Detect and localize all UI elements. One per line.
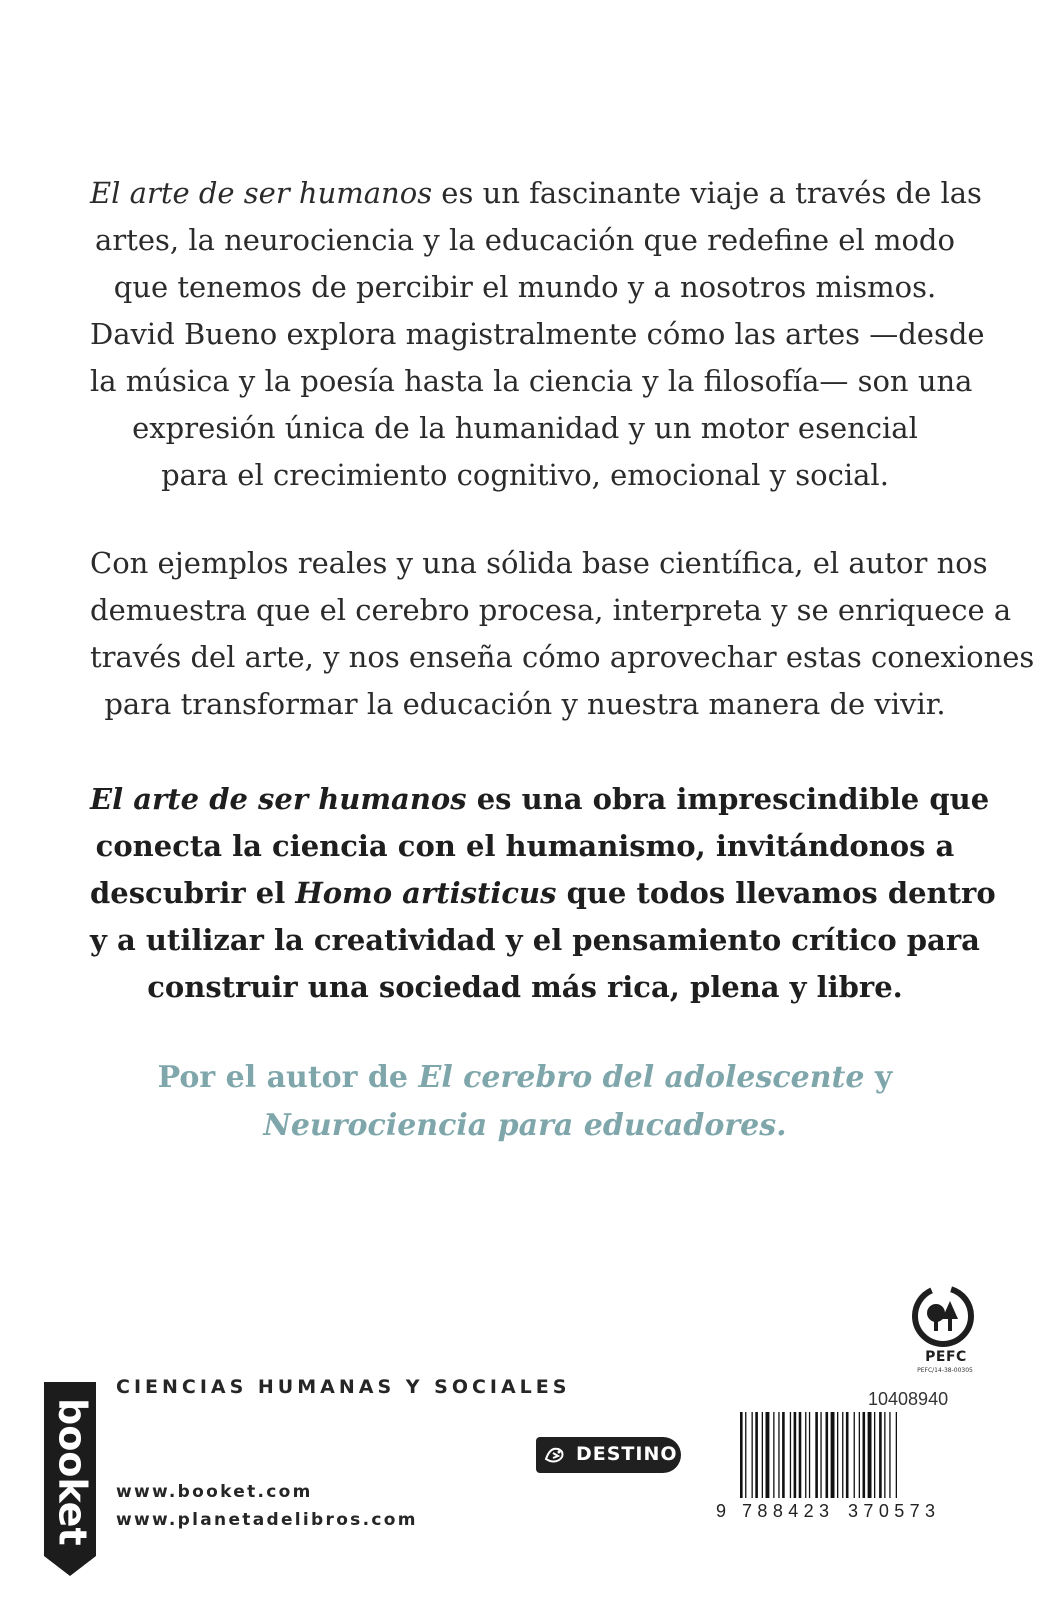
p1-line-7: para el crecimiento cognitivo, emocional y social.	[161, 458, 889, 492]
p2-line-3: través del arte, y nos enseña cómo aprovechar estas conexiones	[90, 640, 1035, 674]
barcode-bar	[809, 1412, 810, 1498]
barcode-bar	[755, 1412, 758, 1498]
destino-bird-icon	[544, 1443, 566, 1467]
author-credit	[90, 1054, 960, 1150]
description-paragraph-2	[90, 540, 1035, 728]
series-label: CIENCIAS HUMANAS Y SOCIALES	[116, 1376, 571, 1398]
previous-book-title-1: El cerebro del adolescente	[418, 1060, 865, 1095]
barcode-bar	[896, 1412, 897, 1498]
barcode-bar	[868, 1412, 872, 1498]
book-title-italic: El arte de ser humanos	[90, 176, 433, 210]
barcode-bar	[859, 1412, 860, 1498]
homo-artisticus-italic: Homo artisticus	[295, 876, 557, 910]
barcode-bar	[854, 1412, 855, 1498]
p1-line-4: David Bueno explora magistralmente cómo las artes —desde	[90, 317, 985, 351]
barcode-bar	[782, 1412, 785, 1498]
p3-line-2: conecta la ciencia con el humanismo, invitándonos a	[95, 829, 955, 863]
book-title-italic-bold: El arte de ser humanos	[90, 782, 467, 816]
p3-line-1	[90, 776, 990, 823]
pefc-tree-icon	[912, 1285, 974, 1347]
barcode-bar	[740, 1412, 743, 1498]
p3-line-5: construir una sociedad más rica, plena y libre.	[147, 970, 903, 1004]
highlight-paragraph	[90, 776, 996, 1011]
pefc-code: PEFC/14-38-00305	[917, 1367, 973, 1374]
barcode-bar	[820, 1412, 821, 1498]
barcode-bar	[842, 1412, 843, 1498]
barcode-bar	[874, 1412, 875, 1498]
booket-logo	[40, 1380, 100, 1580]
barcode-bar	[794, 1412, 797, 1498]
planeta-url: www.planetadelibros.com	[116, 1510, 418, 1530]
barcode-bar	[826, 1412, 829, 1498]
barcode-bar	[745, 1412, 746, 1498]
p4-line-1	[90, 1054, 960, 1102]
barcode-bar	[752, 1412, 753, 1498]
barcode-bar	[762, 1412, 763, 1498]
isbn-right-group: 370573	[848, 1501, 941, 1521]
barcode-bar	[846, 1412, 849, 1498]
p4-line-1-pre: Por el autor de	[157, 1060, 419, 1095]
p2-line-1: Con ejemplos reales y una sólida base científica, el autor nos	[90, 546, 988, 580]
p3-line-3-post: que todos llevamos dentro	[556, 876, 996, 910]
booket-url: www.booket.com	[116, 1482, 313, 1502]
previous-book-title-2: Neurociencia para educadores.	[263, 1108, 787, 1143]
barcode-bar	[766, 1412, 770, 1498]
isbn-first-digit: 9	[716, 1501, 727, 1521]
p4-line-2	[90, 1102, 960, 1150]
p1-line-3: que tenemos de percibir el mundo y a nosotros mismos.	[113, 270, 937, 304]
p2-line-2: demuestra que el cerebro procesa, interpreta y se enriquece a	[90, 593, 1012, 627]
barcode-bar	[805, 1412, 806, 1498]
barcode-bar	[778, 1412, 779, 1498]
barcode-bar	[837, 1412, 838, 1498]
p2-line-4: para transformar la educación y nuestra manera de vivir.	[104, 687, 946, 721]
booket-logo-text: booket	[50, 1398, 95, 1546]
barcode-bar	[889, 1412, 890, 1498]
barcode-bar	[884, 1412, 885, 1498]
isbn-left-group: 788423	[742, 1501, 835, 1521]
barcode-bar	[773, 1412, 774, 1498]
p3-line-1-text: es una obra imprescindible que	[466, 782, 990, 816]
destino-logo	[536, 1437, 681, 1473]
description-paragraph-1	[90, 170, 985, 499]
internal-code: 10408940	[868, 1389, 949, 1409]
barcode-bar	[815, 1412, 818, 1498]
p4-line-1-post: y	[864, 1060, 893, 1095]
p3-line-3	[90, 870, 996, 917]
barcode-bar	[863, 1412, 866, 1498]
pefc-label: PEFC	[925, 1349, 967, 1365]
barcode-bar	[799, 1412, 802, 1498]
barcode-bar	[831, 1412, 835, 1498]
p1-line-1	[90, 170, 982, 217]
p1-line-6: expresión única de la humanidad y un motor esencial	[132, 411, 918, 445]
barcode-bar	[790, 1412, 791, 1498]
destino-label: DESTINO	[576, 1443, 678, 1465]
barcode-bar	[879, 1412, 882, 1498]
p3-line-4: y a utilizar la creatividad y el pensamiento crítico para	[90, 923, 980, 957]
p1-line-2: artes, la neurociencia y la educación que redefine el modo	[95, 223, 955, 257]
isbn-barcode	[738, 1412, 948, 1498]
p3-line-3-pre: descubrir el	[90, 876, 296, 910]
p1-line-5: la música y la poesía hasta la ciencia y la filosofía— son una	[90, 364, 973, 398]
p1-line-1-text: es un fascinante viaje a través de las	[432, 176, 982, 210]
